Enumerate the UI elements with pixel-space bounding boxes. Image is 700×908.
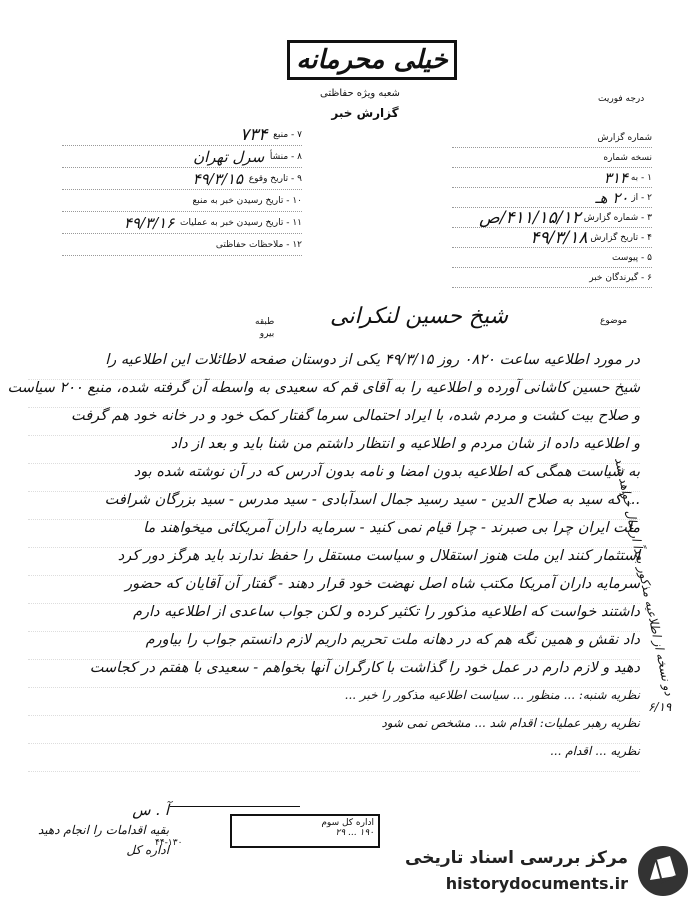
confidential-stamp: خیلی محرمانه [287,40,457,80]
signature: آ . س بقیه اقدامات را انجام دهید اداره کل [38,801,170,857]
field-row: ۷ - منبع ۷۳۴ [62,124,302,146]
margin-date: ۶/۱۹ [648,700,672,714]
field-row: ۶ - گیرندگان خبر [452,268,652,288]
right-fields [452,128,652,288]
body-line: شیخ حسین کاشانی آورده و اطلاعیه را به آقای قم که سعیدی به واسطه آن گرفته شده، منبع ۲۰۰ سیاست [28,380,640,408]
registry-stamp: اداره کل سوم ۱۹۰ ... ۲۹ [230,814,380,848]
body-line: استثمار کنند این ملت هنوز استقلال و سیاست مستقل را حفظ ندارند باید هرگز دور کرد [28,548,640,576]
field-row: ۳ - شماره گزارش ۴۱۱/۱۵/۱۲/ص [452,208,652,228]
field-row: ۱۲ - ملاحظات حفاظتی [62,234,302,256]
body-line: داشتند خواست که اطلاعیه مذکور را تکثیر کرده و لکن جواب ساعدی از اطلاعیه دارم [28,604,640,632]
note-line: نظریه ... اقدام ... [28,744,640,772]
field-row: ۵ - پیوست [452,248,652,268]
body-line: و اطلاعیه داده از شان مردم و اطلاعیه و انتظار داشتم من شنا باید و بعد از داد [28,436,640,464]
field-row: نسخه شماره [452,148,652,168]
margin-note: دو نسخه از اطلاعیه مذکور بعداً ارسال خواهد شد [612,456,677,697]
field-row: ۹ - تاریخ وقوع ۴۹/۳/۱۵ [62,168,302,190]
note-line: نظریه رهبر عملیات: اقدام شد ... مشخص نمی شود [28,716,640,744]
field-row: ۱۰ - تاریخ رسیدن خبر به منبع [62,190,302,212]
subject-label: موضوع [600,316,628,326]
body-line: و صلاح بیت کشت و مردم شده، با ایراد احتمالی سرما گفتار کمک خود و در خانه خود هم گرفت [28,408,640,436]
body-line: سرمایه داران آمریکا مکتب شاه اصل نهضت خود قرار دهند - گفتار آن آقایان که حضور [28,576,640,604]
body-line: ... که سید به صلاح الدین - سید رسید جمال اسدآبادی - سید مدرس - سید بزرگان شرافت [28,492,640,520]
field-row: ۴ - تاریخ گزارش ۴۹/۳/۱۸ [452,228,652,248]
field-row: شماره گزارش [452,128,652,148]
field-row: ۱۱ - تاریخ رسیدن خبر به عملیات ۴۹/۳/۱۶ [62,212,302,234]
subject-value: شیخ حسین لنکرانی [330,304,509,329]
document-number: ۴۴-۱۳۰ [155,838,183,848]
body-line: به سیاست همگی که اطلاعیه بدون امضا و نامه بدون آدرس که در آن نوشته شده بود [28,464,640,492]
watermark-url: historydocuments.ir [445,874,628,893]
underline-mark [170,790,300,807]
note-line: نظریه شنبه: ... منظور ... سیاست اطلاعیه مذکور را خبر ... [28,688,640,716]
urgency-label: درجه فوریت [598,94,645,104]
field-row: ۲ - از ۲۰ هـ [452,188,652,208]
watermark-text: مرکز بررسی اسناد تاریخی [405,848,628,868]
body-line: ملت ایران چرا بی صبرند - چرا قیام نمی کنید - سرمایه داران آمریکائی میخواهند ما [28,520,640,548]
report-body [7,352,640,772]
body-line: در مورد اطلاعیه ساعت ۰۸۲۰ روز ۴۹/۳/۱۵ یکی از دوستان صفحه لاطائلات این اطلاعیه را [28,352,640,380]
archive-logo-icon [636,844,690,898]
left-fields [62,124,302,256]
field-row: ۱ - به ۳۱۴ [452,168,652,188]
report-title: گزارش خبر [331,106,399,120]
classification-mark: طبقه بیرو [255,317,275,339]
body-line: داد نقش و همین نگه هم که در دهانه ملت تحریم داریم لازم دانستم جواب را بیاورم [28,632,640,660]
body-line: دهید و لازم دارم در عمل خود را گذاشت با کارگران آنها بخواهم - سعیدی با هفتم در کجاست [28,660,640,688]
watermark [405,842,690,902]
field-row: ۸ - منشأ سرل تهران [62,146,302,168]
organization-name: شعبه ویژه حفاظتی [320,88,400,99]
